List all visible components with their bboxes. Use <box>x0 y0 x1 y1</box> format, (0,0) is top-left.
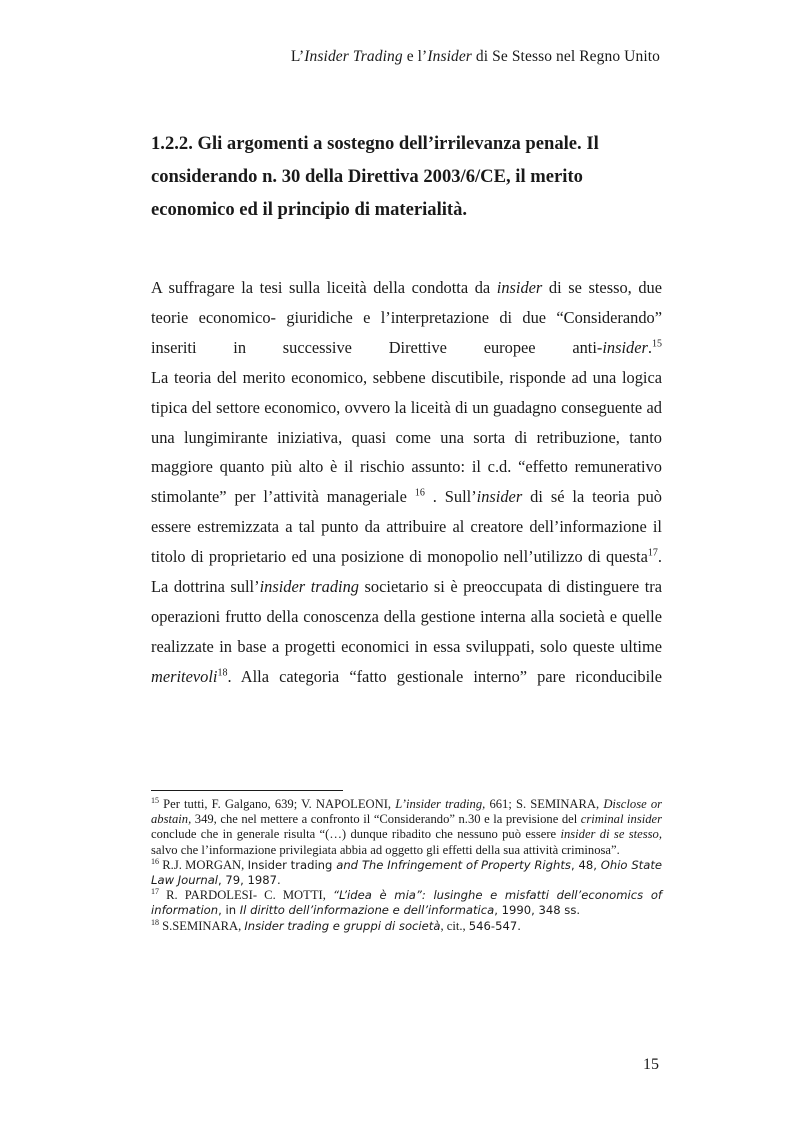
footnote-16 <box>151 858 662 888</box>
body-text <box>151 273 662 692</box>
italic-title: Insider trading e gruppi di società <box>244 918 441 933</box>
footnote-15 <box>151 797 662 858</box>
header-text: e l’ <box>402 48 428 65</box>
text-run: La teoria del merito economico, sebbene discutibile, risponde ad una logica tipica del settore economico, ovvero la liceità di un guadagno conseguente ad una lungimirante iniziativa, quasi come una sorta di retribuzione, tanto maggiore quanto più alto è il rischio assunto: il c.d. “effetto remunerativo stimolante” per l’attività manageriale <box>151 367 662 507</box>
footnote-separator <box>151 790 343 791</box>
text-run: , 1990, 348 ss. <box>494 903 581 918</box>
italic-term: insider di se stesso, <box>560 827 662 842</box>
italic-term: insider <box>602 337 648 357</box>
footnote-17 <box>151 888 662 918</box>
footnote-ref-17[interactable]: 17 <box>647 547 658 559</box>
footnote-ref-18[interactable]: 18 <box>217 667 228 679</box>
text-run: A suffragare la tesi sulla liceità della condotta da <box>151 278 497 297</box>
header-italic-insider: Insider <box>427 48 472 65</box>
header-italic-insider: Insider <box>304 48 349 65</box>
text-run: Insider trading <box>247 857 337 872</box>
text-run: . Alla categoria “fatto gestionale interno” pare riconducibile <box>227 666 662 686</box>
text-run: S.SEMINARA, <box>159 918 245 933</box>
italic-title: Disclose or abstain, <box>151 797 663 827</box>
italic-title: Ohio State Law Journal <box>151 857 663 888</box>
italic-term: insider <box>476 487 523 507</box>
header-text: L’ <box>290 48 305 65</box>
text-run: , in <box>218 903 240 918</box>
paragraph-2 <box>151 363 662 692</box>
text-run: 661; S. SEMINARA, <box>485 797 604 811</box>
footnote-number: 17 <box>151 887 159 897</box>
text-run: , 48, <box>570 857 601 872</box>
text-run: di se stesso, due teorie economico- giuridiche e l’interpretazione di due “Considerando” inseriti in successive Direttive europee anti- <box>151 278 662 357</box>
text-run: , cit., <box>440 918 469 933</box>
footnote-number: 15 <box>151 795 159 805</box>
italic-title: L’insider trading, <box>395 797 486 811</box>
text-run: . La dottrina sull’ <box>151 547 662 597</box>
text-run: di sé la teoria può essere estremizzata a tal punto da attribuire al creatore dell’informazione il titolo di proprietario ed una posizione di monopolio nell’utilizzo di questa <box>151 487 662 567</box>
italic-term: criminal insider <box>580 812 663 827</box>
footnotes <box>151 797 662 934</box>
text-run: . <box>647 337 652 357</box>
text-run: societario si è preoccupata di distinguere tra operazioni frutto della conoscenza della gestione interna alla società e quelle realizzate in base a progetti economici in essa sviluppati, solo queste ultime <box>151 577 662 656</box>
text-run: . Sull’ <box>424 487 477 507</box>
text-run: salvo che l’informazione privilegiata abbia ad oggetto gli effetti della sua attività criminosa”. <box>151 842 620 857</box>
running-header <box>291 48 660 66</box>
text-run: R. PARDOLESI- C. MOTTI, <box>159 888 333 903</box>
section-heading: 1.2.2. Gli argomenti a sostegno dell’irrilevanza penale. Il considerando n. 30 della Direttiva 2003/6/CE, il merito economico ed il principio di materialità. <box>151 133 599 220</box>
text-run: conclude che in generale risulta “(…) dunque ribadito che nessuno può essere <box>151 827 561 842</box>
header-text: di Se Stesso nel Regno Unito <box>471 48 660 65</box>
italic-term: insider <box>496 278 543 297</box>
text-run: 546-547. <box>468 918 521 933</box>
footnote-number: 18 <box>151 917 159 927</box>
footnote-ref-16[interactable]: 16 <box>414 487 425 499</box>
paragraph-1 <box>151 273 662 363</box>
text-run: , 79, 1987. <box>218 873 281 888</box>
italic-title: and The Infringement of Property Rights <box>336 857 571 872</box>
header-italic-trading: Trading <box>352 48 403 65</box>
italic-title: “L’idea è mia”: lusinghe e misfatti dell’economics of information <box>151 888 662 918</box>
italic-term: meritevoli <box>151 666 218 686</box>
text-run: 349, che nel mettere a confronto il “Considerando” n.30 e la previsione del <box>191 812 581 827</box>
text-run: R.J. MORGAN, <box>159 857 248 872</box>
text-run: Per tutti, F. Galgano, 639; V. NAPOLEONI, <box>159 797 396 811</box>
footnote-number: 16 <box>151 856 159 866</box>
page-number: 15 <box>643 1056 659 1073</box>
footnote-ref-15[interactable]: 15 <box>652 338 662 350</box>
footnote-18 <box>151 919 662 934</box>
italic-title: Il diritto dell’informazione e dell’informatica <box>239 903 495 918</box>
italic-term: insider trading <box>259 577 359 597</box>
